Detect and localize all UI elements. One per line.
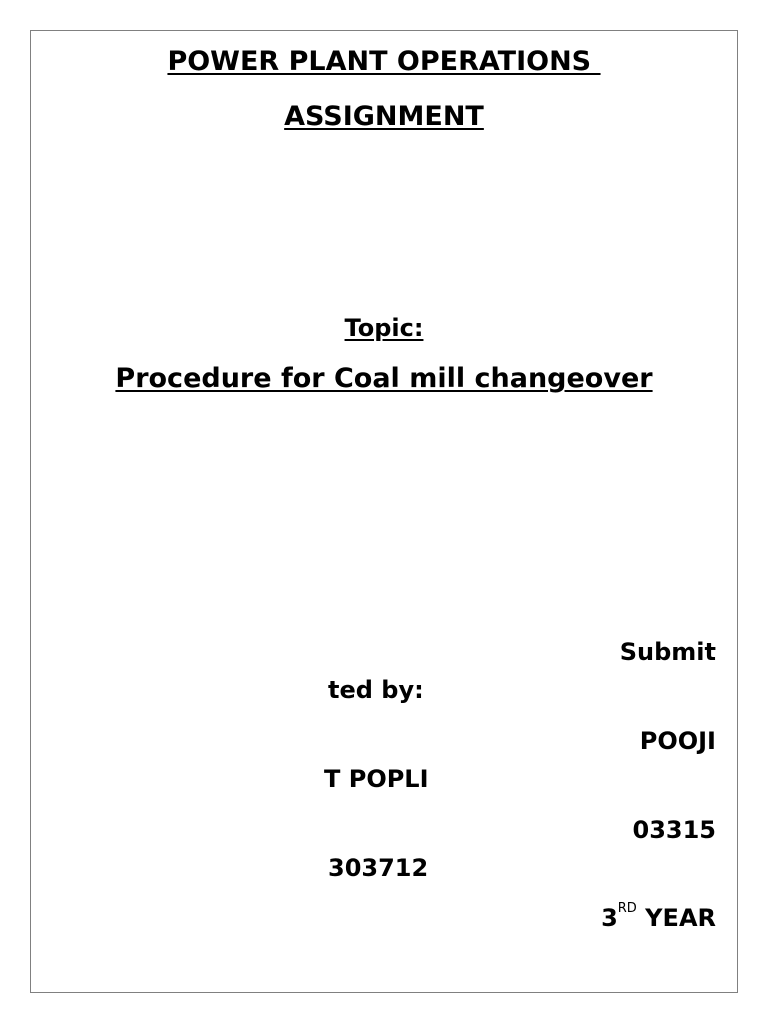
year-word: YEAR <box>636 904 716 932</box>
topic-label: Topic: <box>344 314 424 342</box>
student-year <box>601 901 716 932</box>
submitted-by-part2: ted by: <box>328 676 424 704</box>
title-line-1: POWER PLANT OPERATIONS <box>167 46 601 77</box>
year-number: 3 <box>601 904 618 932</box>
year-superscript: RD <box>617 901 637 916</box>
student-name-part2: T POPLI <box>324 765 429 793</box>
student-id-part1: 03315 <box>632 816 716 844</box>
title-line-2: ASSIGNMENT <box>284 101 484 132</box>
submitted-by-part1: Submit <box>619 638 716 666</box>
student-id-part2: 303712 <box>328 854 429 882</box>
page-border <box>30 30 738 993</box>
topic-text: Procedure for Coal mill changeover <box>115 363 653 394</box>
student-name-part1: POOJI <box>639 727 716 755</box>
